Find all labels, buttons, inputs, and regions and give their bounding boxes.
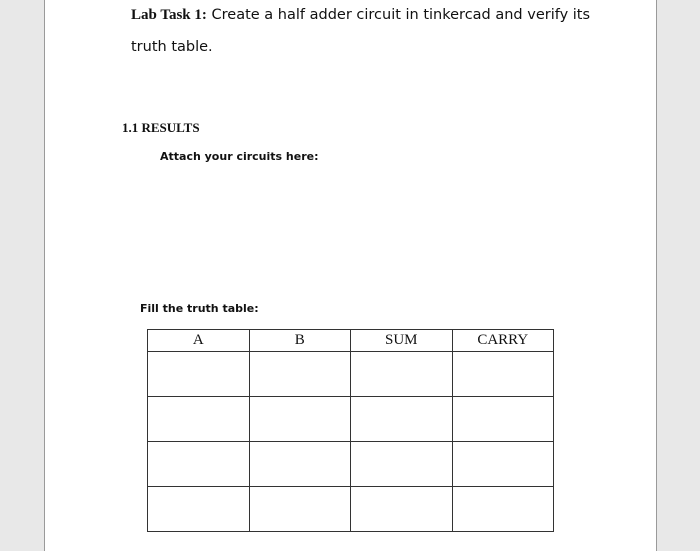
fill-table-instruction: Fill the truth table:	[140, 302, 259, 315]
table-cell[interactable]	[452, 397, 554, 442]
table-cell[interactable]	[148, 487, 250, 532]
table-cell[interactable]	[249, 397, 351, 442]
header-carry: CARRY	[452, 330, 554, 352]
lab-task-label: Lab Task 1:	[131, 7, 207, 23]
truth-table-header-row	[148, 330, 554, 352]
results-heading: 1.1 RESULTS	[122, 120, 200, 135]
table-row	[148, 487, 554, 532]
table-cell[interactable]	[249, 487, 351, 532]
header-a: A	[148, 330, 250, 352]
table-cell[interactable]	[452, 442, 554, 487]
document-page	[44, 0, 657, 551]
table-cell[interactable]	[452, 352, 554, 397]
table-cell[interactable]	[249, 352, 351, 397]
table-cell[interactable]	[351, 487, 453, 532]
table-cell[interactable]	[148, 397, 250, 442]
table-cell[interactable]	[351, 442, 453, 487]
table-cell[interactable]	[148, 352, 250, 397]
header-b: B	[249, 330, 351, 352]
header-sum: SUM	[351, 330, 453, 352]
truth-table	[147, 329, 554, 532]
lab-task-text: Create a half adder circuit in tinkercad and verify its	[211, 7, 591, 23]
table-cell[interactable]	[249, 442, 351, 487]
table-cell[interactable]	[351, 397, 453, 442]
table-cell[interactable]	[148, 442, 250, 487]
lab-task-line	[131, 5, 590, 25]
table-cell[interactable]	[351, 352, 453, 397]
table-row	[148, 352, 554, 397]
table-cell[interactable]	[452, 487, 554, 532]
lab-task-text-continued: truth table.	[131, 39, 213, 55]
table-row	[148, 397, 554, 442]
attach-circuits-instruction: Attach your circuits here:	[160, 150, 319, 163]
table-row	[148, 442, 554, 487]
